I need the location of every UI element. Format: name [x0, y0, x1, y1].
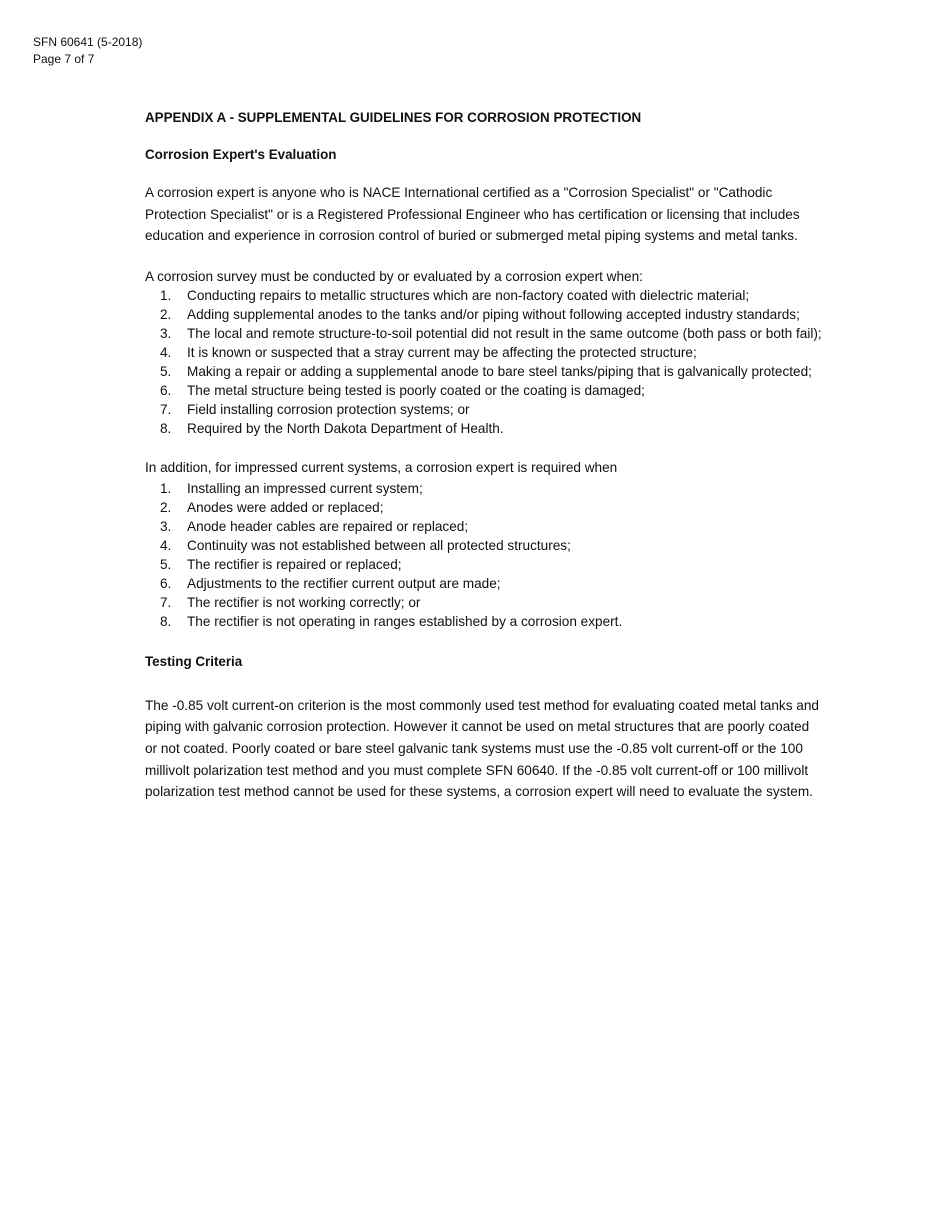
section-heading-testing-criteria: Testing Criteria: [145, 653, 243, 669]
survey-conditions-list: [145, 286, 825, 438]
list-item: 7. The rectifier is not working correctly; or: [160, 594, 421, 610]
form-identifier: [33, 34, 142, 67]
list-item: 4. It is known or suspected that a stray current may be affecting the protected structure;: [160, 344, 697, 360]
list-item: 7. Field installing corrosion protection systems; or: [160, 401, 470, 417]
page-number: Page 7 of 7: [33, 51, 95, 66]
corrosion-expert-definition: A corrosion expert is anyone who is NACE International certified as a "Corrosion Specialist" or "Cathodic Protection Specialist" or is a Registered Professional Engineer who has certification or licensing that includes education and experience in corrosion control of buried or submerged metal piping systems and metal tanks.: [145, 185, 800, 244]
list-item: 1. Installing an impressed current system;: [160, 480, 423, 496]
document-body: [145, 109, 825, 803]
list-item: 6. The metal structure being tested is poorly coated or the coating is damaged;: [160, 382, 645, 398]
list-item: 6. Adjustments to the rectifier current output are made;: [160, 575, 501, 591]
list-item: 3. Anode header cables are repaired or replaced;: [160, 518, 469, 534]
list-item: 5. The rectifier is repaired or replaced;: [160, 556, 402, 572]
list-item: 2. Anodes were added or replaced;: [160, 499, 384, 515]
list-item: 2. Adding supplemental anodes to the tanks and/or piping without following accepted industry standards;: [160, 306, 800, 322]
impressed-current-conditions-list: [145, 479, 825, 631]
list-item: 1. Conducting repairs to metallic structures which are non-factory coated with dielectric material;: [160, 287, 750, 303]
page-title: APPENDIX A - SUPPLEMENTAL GUIDELINES FOR CORROSION PROTECTION: [145, 110, 642, 125]
testing-criteria-body: The -0.85 volt current-on criterion is the most commonly used test method for evaluating coated metal tanks and piping with galvanic corrosion protection. However it cannot be used on metal structures that are poorly coated or not coated. Poorly coated or bare steel galvanic tank systems must use the -0.85 volt current-off or the 100 millivolt polarization test method and you must complete SFN 60640. If the -0.85 volt current-off or 100 millivolt polarization test method cannot be used for these systems, a corrosion expert will need to evaluate the system.: [145, 697, 819, 800]
impressed-current-intro: In addition, for impressed current systems, a corrosion expert is required when: [145, 459, 618, 475]
section-heading-expert-evaluation: Corrosion Expert's Evaluation: [145, 147, 337, 162]
form-number: SFN 60641 (5-2018): [33, 35, 143, 49]
list-item: 4. Continuity was not established between all protected structures;: [160, 537, 571, 553]
list-item: 5. Making a repair or adding a supplemental anode to bare steel tanks/piping that is galvanically protected;: [160, 363, 812, 379]
survey-intro: A corrosion survey must be conducted by or evaluated by a corrosion expert when:: [145, 268, 643, 284]
list-item: 3. The local and remote structure-to-soil potential did not result in the same outcome (both pass or both fail);: [160, 325, 822, 341]
list-item: 8. Required by the North Dakota Department of Health.: [160, 420, 504, 436]
list-item: 8. The rectifier is not operating in ranges established by a corrosion expert.: [160, 613, 623, 629]
